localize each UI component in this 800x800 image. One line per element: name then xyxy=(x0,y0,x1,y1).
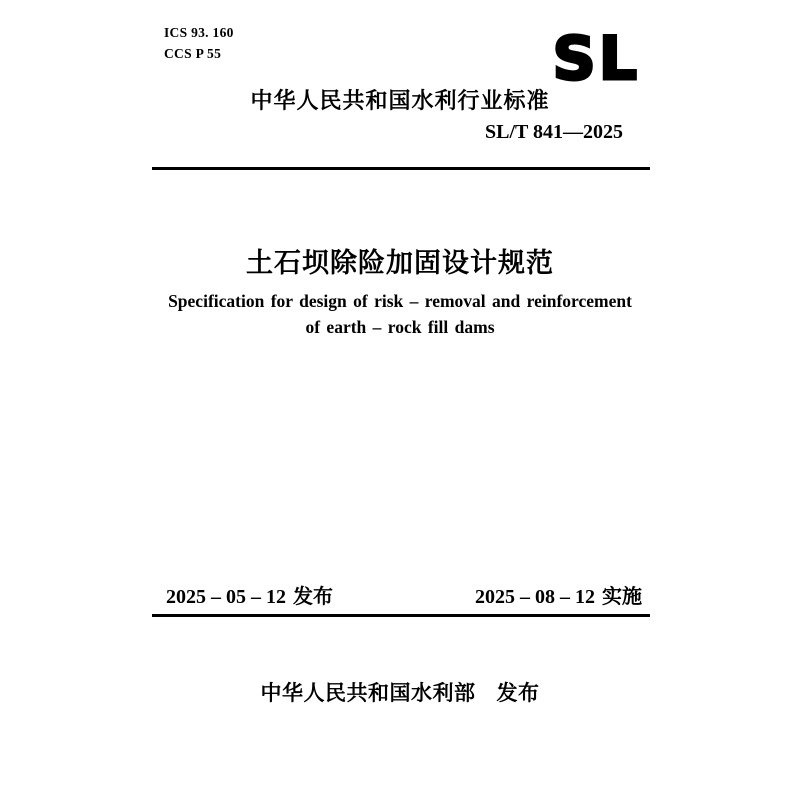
top-divider-line xyxy=(152,167,650,170)
standard-number: SL/T 841—2025 xyxy=(485,121,623,143)
implement-date-value: 2025 – 08 – 12 xyxy=(475,586,595,608)
publisher-name: 中华人民共和国水利部 xyxy=(260,682,476,705)
bottom-divider-line xyxy=(152,614,650,617)
document-title-chinese: 土石坝除险加固设计规范 xyxy=(246,248,554,278)
publisher-line xyxy=(0,677,800,707)
ics-code: ICS 93. 160 xyxy=(164,25,234,40)
issue-date-label: 发布 xyxy=(293,586,333,608)
implement-date-line xyxy=(475,580,642,609)
classification-codes xyxy=(164,22,234,64)
sl-logo: SL xyxy=(552,24,640,94)
issue-date-line xyxy=(166,580,333,609)
issue-date-value: 2025 – 05 – 12 xyxy=(166,586,286,608)
standard-category-heading: 中华人民共和国水利行业标准 xyxy=(250,88,550,113)
ccs-code: CCS P 55 xyxy=(164,46,222,61)
implement-date-label: 实施 xyxy=(602,586,642,608)
publisher-action-label: 发布 xyxy=(496,682,540,705)
document-title-english-line2: of earth – rock fill dams xyxy=(305,317,495,337)
document-title-english-line1: Specification for design of risk – removal and reinforcement xyxy=(168,291,632,311)
